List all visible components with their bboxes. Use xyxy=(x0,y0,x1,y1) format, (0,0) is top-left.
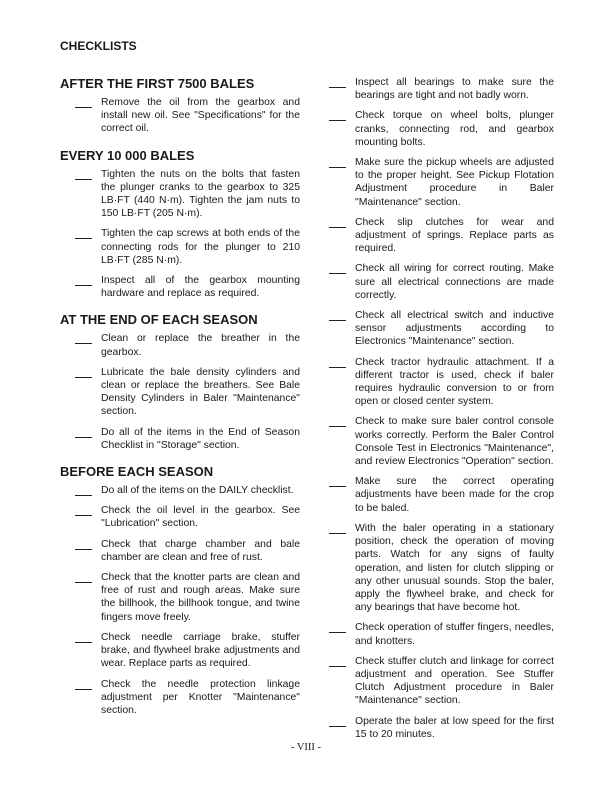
checkbox-blank-line[interactable] xyxy=(329,120,346,121)
checklist-item-text: Check the needle protection linkage adjustment per Knotter "Maintenance" section. xyxy=(101,678,300,716)
checkbox-blank-line[interactable] xyxy=(75,515,92,516)
checklist-item xyxy=(75,168,322,221)
checkbox-blank-line[interactable] xyxy=(75,582,92,583)
checklist-item xyxy=(329,715,591,741)
checklist-item xyxy=(75,227,322,267)
section-heading: EVERY 10 000 BALES xyxy=(60,147,195,163)
checklist-item xyxy=(329,262,591,302)
checklist-item-text: Check operation of stuffer fingers, needles, and knotters. xyxy=(355,622,554,647)
checklist-item-text: Remove the oil from the gearbox and install new oil. See "Specifications" for the correct oil. xyxy=(101,97,300,135)
checklist-item xyxy=(75,484,322,497)
section-heading: BEFORE EACH SEASON xyxy=(60,464,214,480)
checkbox-blank-line[interactable] xyxy=(75,549,92,550)
checkbox-blank-line[interactable] xyxy=(329,426,346,427)
checklist-item-text: Make sure the pickup wheels are adjusted to the proper height. See Pickup Flotation Adjustment procedure in Baler "Maintenance" section. xyxy=(355,157,554,208)
checklist-item xyxy=(329,156,591,209)
checkbox-blank-line[interactable] xyxy=(329,87,346,88)
checklist-item xyxy=(75,332,322,358)
right-column xyxy=(329,76,591,748)
checkbox-blank-line[interactable] xyxy=(329,167,346,168)
checklist-item-text: With the baler operating in a stationary position, check the operation of moving parts. Watch for any signs of faulty operation, and listen for clutch slipping or any other unusual sounds. Stop the baler, apply the flywheel brake, and check for any bearings that have become hot. xyxy=(355,522,554,614)
checklist-item-text: Check tractor hydraulic attachment. If a different tractor is used, check if baler requires hydraulic conversion to or from open or closed center system. xyxy=(355,356,554,408)
checklist-item xyxy=(75,504,322,530)
checklist-item-text: Check slip clutches for wear and adjustment of springs. Replace parts as required. xyxy=(355,216,554,255)
checklist-item-text: Clean or replace the breather in the gearbox. xyxy=(101,333,300,358)
checklist-item xyxy=(75,274,322,300)
checklist-item-text: Check stuffer clutch and linkage for correct adjustment and operation. See Stuffer Clutch Adjustment procedure in Baler "Maintenance" section. xyxy=(355,655,554,707)
checklist-item-text: Check all wiring for correct routing. Make sure all electrical connections are made correctly. xyxy=(355,263,554,301)
checklist-item-text: Check needle carriage brake, stuffer brake, and flywheel brake adjustments and wear. Replace parts as required. xyxy=(101,631,300,670)
checklist-item xyxy=(329,621,591,647)
checklist-item xyxy=(75,678,322,718)
checklist-item xyxy=(329,76,591,102)
checkbox-blank-line[interactable] xyxy=(329,367,346,368)
checklist-item xyxy=(75,538,322,564)
checklist-item xyxy=(329,415,591,468)
checklist-item xyxy=(75,571,322,624)
section-heading: AT THE END OF EACH SEASON xyxy=(60,312,258,328)
checklist-item xyxy=(329,216,591,256)
checkbox-blank-line[interactable] xyxy=(75,107,92,108)
page-title: CHECKLISTS xyxy=(60,39,137,53)
checklist-item xyxy=(329,522,591,614)
checklist-item xyxy=(329,655,591,708)
checklist-item-text: Do all of the items in the End of Season Checklist in "Storage" section. xyxy=(101,426,300,451)
checkbox-blank-line[interactable] xyxy=(329,666,346,667)
checkbox-blank-line[interactable] xyxy=(75,437,92,438)
checklist-item-text: Inspect all of the gearbox mounting hardware and replace as required. xyxy=(101,275,300,300)
checkbox-blank-line[interactable] xyxy=(329,632,346,633)
checklist-item-text: Tighten the nuts on the bolts that fasten the plunger cranks to the gearbox to 325 LB·FT (440 N·m). Tighten the jam nuts to 150 LB·FT (205 N·m). xyxy=(101,168,300,220)
checklist-item xyxy=(75,366,322,419)
checkbox-blank-line[interactable] xyxy=(75,642,92,643)
checklist-item-text: Operate the baler at low speed for the first 15 to 20 minutes. xyxy=(355,715,554,740)
checkbox-blank-line[interactable] xyxy=(329,227,346,228)
checklist-item-text: Make sure the correct operating adjustments have been made for the crop to be baled. xyxy=(355,476,554,514)
checklist-item-text: Do all of the items on the DAILY checklist. xyxy=(101,485,294,497)
checklist-item-text: Check torque on wheel bolts, plunger cranks, connecting rod, and gearbox mounting bolts. xyxy=(355,110,554,148)
checkbox-blank-line[interactable] xyxy=(329,533,346,534)
checklist-item xyxy=(329,475,591,515)
checkbox-blank-line[interactable] xyxy=(329,486,346,487)
checklist-item-text: Check to make sure baler control console works correctly. Perform the Baler Control Console Test in Electronics "Maintenance", and review Electronics "Operation" section. xyxy=(355,416,554,468)
checkbox-blank-line[interactable] xyxy=(75,285,92,286)
checklist-item xyxy=(75,96,322,136)
checkbox-blank-line[interactable] xyxy=(329,726,346,727)
checkbox-blank-line[interactable] xyxy=(75,238,92,239)
checkbox-blank-line[interactable] xyxy=(75,689,92,690)
checklist-item-text: Tighten the cap screws at both ends of the connecting rods for the plunger to 210 LB·FT (285 N·m). xyxy=(101,228,300,266)
checklist-item-text: Check that charge chamber and bale chamber are clean and free of rust. xyxy=(101,538,300,563)
checklist-item xyxy=(75,426,322,452)
checklist-item-text: Check all electrical switch and inductive sensor adjustments according to Electronics "Maintenance" section. xyxy=(355,310,554,348)
checklist-item-text: Inspect all bearings to make sure the bearings are tight and not badly worn. xyxy=(355,77,554,102)
checklist-item-text: Lubricate the bale density cylinders and clean or replace the breathers. See Bale Density Cylinders in Baler "Maintenance" section. xyxy=(101,366,300,418)
section-heading: AFTER THE FIRST 7500 BALES xyxy=(60,76,255,91)
checkbox-blank-line[interactable] xyxy=(329,273,346,274)
checkbox-blank-line[interactable] xyxy=(75,179,92,180)
checkbox-blank-line[interactable] xyxy=(329,320,346,321)
checklist-item-text: Check that the knotter parts are clean and free of rust and rough areas. Make sure the billhook, the billhook tongue, and twine fingers move freely. xyxy=(101,572,300,623)
checklist-item xyxy=(329,356,591,409)
checkbox-blank-line[interactable] xyxy=(75,377,92,378)
checklist-item xyxy=(329,109,591,149)
checkbox-blank-line[interactable] xyxy=(75,495,92,496)
checkbox-blank-line[interactable] xyxy=(75,343,92,344)
checklist-item xyxy=(75,631,322,671)
left-column xyxy=(60,39,322,724)
page-number: - VIII - xyxy=(290,742,322,753)
checklist-item xyxy=(329,309,591,349)
checklist-item-text: Check the oil level in the gearbox. See "Lubrication" section. xyxy=(101,505,300,530)
